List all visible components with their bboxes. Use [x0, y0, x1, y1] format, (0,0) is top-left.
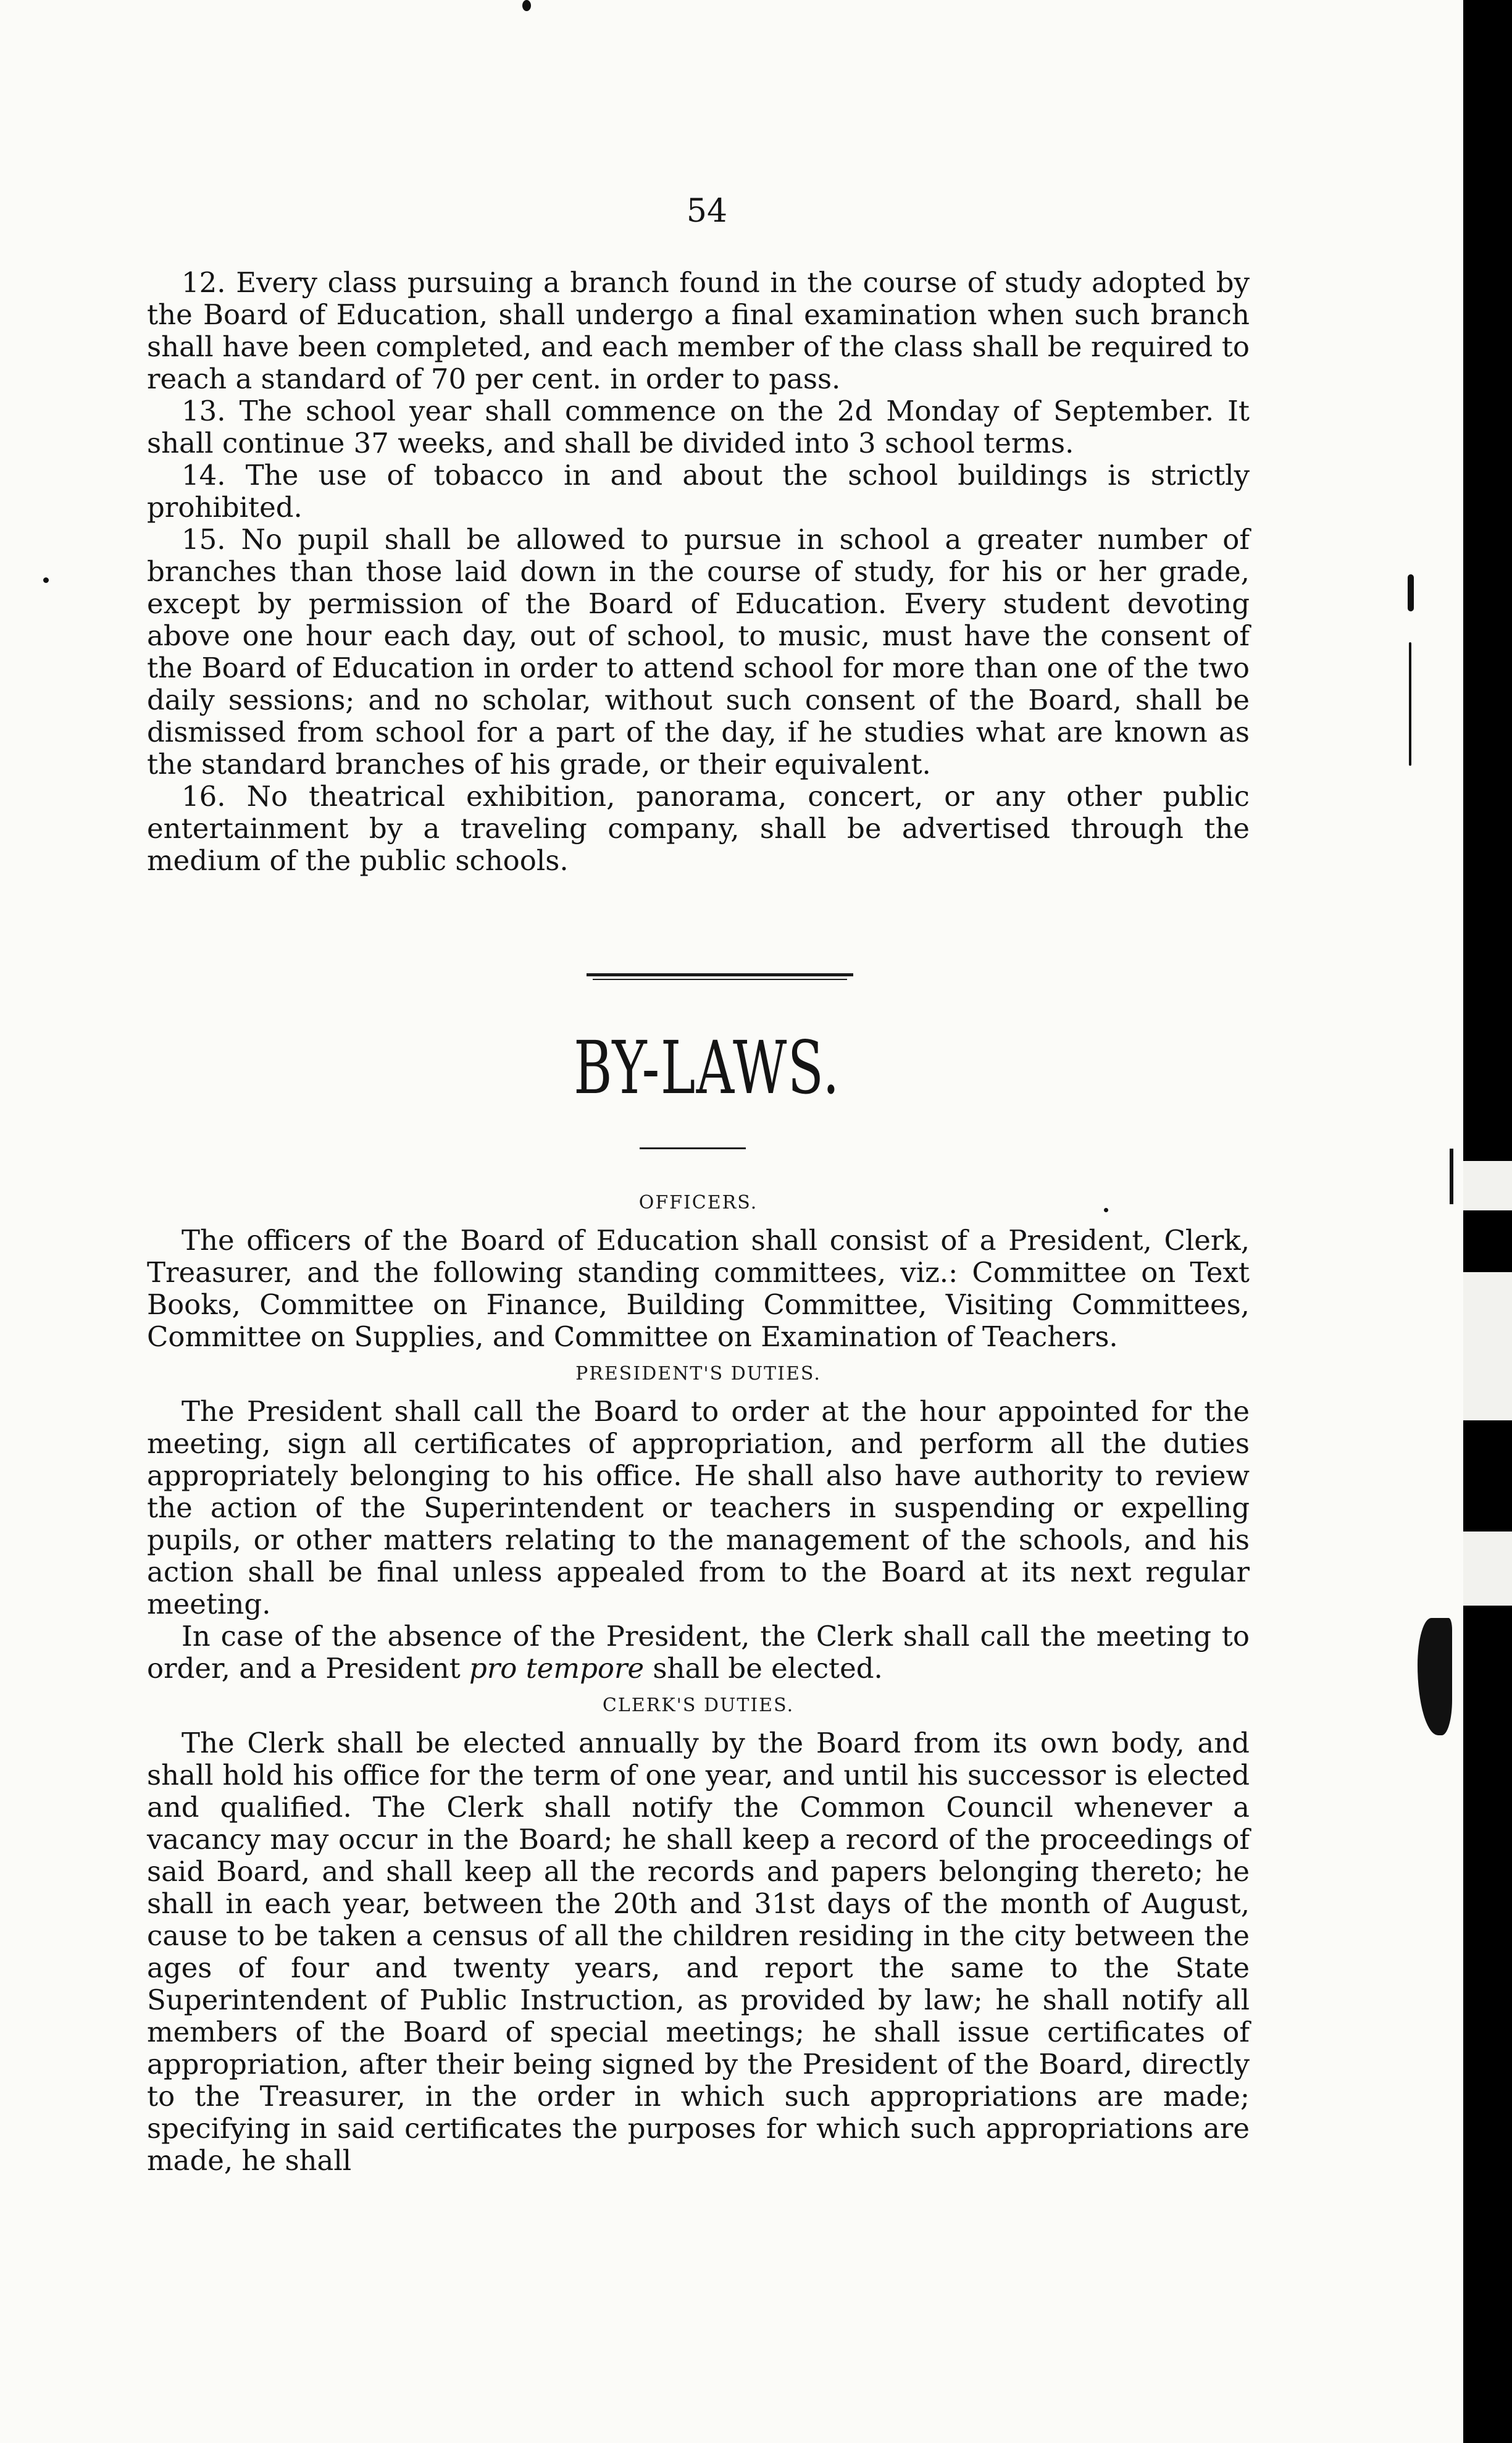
rule-number: 13. [182, 395, 226, 427]
officers-heading: OFFICERS. [638, 1192, 758, 1213]
presidents-duties-text: The President shall call the Board to order at the hour appointed for the meeting, sign all certificates of appropriation, and perform all the duties appropriately belonging to his office. He shall also have authority to review the action of the Superintendent or teachers in suspending or expelling pupils, or other matters relating to the management of the schools, and his action shall be final unless appealed from to the Board at its next regular meeting. [147, 1395, 1250, 1620]
rule-number: 15. [182, 523, 226, 556]
absence-text-end: shall be elected. [644, 1652, 883, 1685]
rule-number: 12. [182, 266, 226, 299]
title-underline-rule [640, 1147, 746, 1149]
presidents-duties-heading: PRESIDENT'S DUTIES. [575, 1363, 821, 1385]
clerks-duties-heading: CLERK'S DUTIES. [602, 1695, 795, 1716]
bylaws-body [147, 1192, 1250, 2177]
rule-number: 16. [182, 780, 226, 813]
officers-text: The officers of the Board of Education shall consist of a President, Clerk, Treasurer, and the following standing committees, viz.: Committee on Text Books, Committee on Finance, Building Committee, Visiting Committees, Committee on Supplies, and Committee on Examination of Teachers. [147, 1224, 1250, 1353]
rule-14 [147, 459, 1250, 524]
rule-15 [147, 524, 1250, 781]
section-divider-rule-hairline [593, 979, 847, 980]
rule-number: 14. [182, 459, 226, 492]
scan-speck [43, 577, 49, 583]
page-number: 54 [686, 193, 728, 230]
rule-13 [147, 395, 1250, 459]
scan-speck [1104, 1208, 1108, 1212]
section-divider-rule [587, 973, 853, 976]
rule-text: The use of tobacco in and about the school buildings is strictly prohibited. [147, 459, 1250, 524]
absence-text-start: In case of the absence of the President, the Clerk shall call the meeting to order, and a President [147, 1620, 1250, 1685]
scan-edge [1463, 0, 1512, 2443]
presidents-duties-absence-text [147, 1620, 1250, 1685]
bylaws-title: BY-LAWS. [574, 1025, 840, 1110]
rule-text: No pupil shall be allowed to pursue in school a greater number of branches than those laid down in the course of study, for his or her grade, except by permission of the Board of Education. Every student devoting above one hour each day, out of school, to music, must have the consent of the Board of Education in order to attend school for more than one of the two daily sessions; and no scholar, without such consent of the Board, shall be dismissed from school for a part of the day, if he studies what are known as the standard branches of his grade, or their equivalent. [147, 523, 1250, 781]
rules-list [147, 267, 1250, 877]
rule-text: No theatrical exhibition, panorama, concert, or any other public entertainment by a traveling company, shall be advertised through the medium of the public schools. [147, 780, 1250, 877]
rule-text: The school year shall commence on the 2d Monday of September. It shall continue 37 weeks, and shall be divided into 3 school terms. [147, 395, 1250, 459]
rule-12 [147, 267, 1250, 395]
rule-text: Every class pursuing a branch found in the course of study adopted by the Board of Education, shall undergo a final examination when such branch shall have been completed, and each member of the class shall be required to reach a standard of 70 per cent. in order to pass. [147, 266, 1250, 395]
scan-speck [522, 0, 531, 11]
margin-bracket-mark [1409, 642, 1411, 766]
clerks-duties-text: The Clerk shall be elected annually by the Board from its own body, and shall hold his office for the term of one year, and until his successor is elected and qualified. The Clerk shall notify the Common Council whenever a vacancy may occur in the Board; he shall keep a record of the proceedings of said Board, and shall keep all the records and papers belonging thereto; he shall in each year, between the 20th and 31st days of the month of August, cause to be taken a census of all the children residing in the city between the ages of four and twenty years, and report the same to the State Superintendent of Public Instruction, as provided by law; he shall notify all members of the Board of special meetings; he shall issue certificates of appropriation, after their being signed by the President of the Board, directly to the Treasurer, in the order in which such appropriations are made; specifying in said certificates the purposes for which such appropriations are made, he shall [147, 1727, 1250, 2177]
rule-16 [147, 781, 1250, 877]
margin-bracket-mark [1450, 1149, 1453, 1204]
margin-bracket-mark [1408, 574, 1414, 611]
margin-ink-blot [1418, 1618, 1452, 1735]
pro-tempore-italic: pro tempore [469, 1652, 645, 1685]
